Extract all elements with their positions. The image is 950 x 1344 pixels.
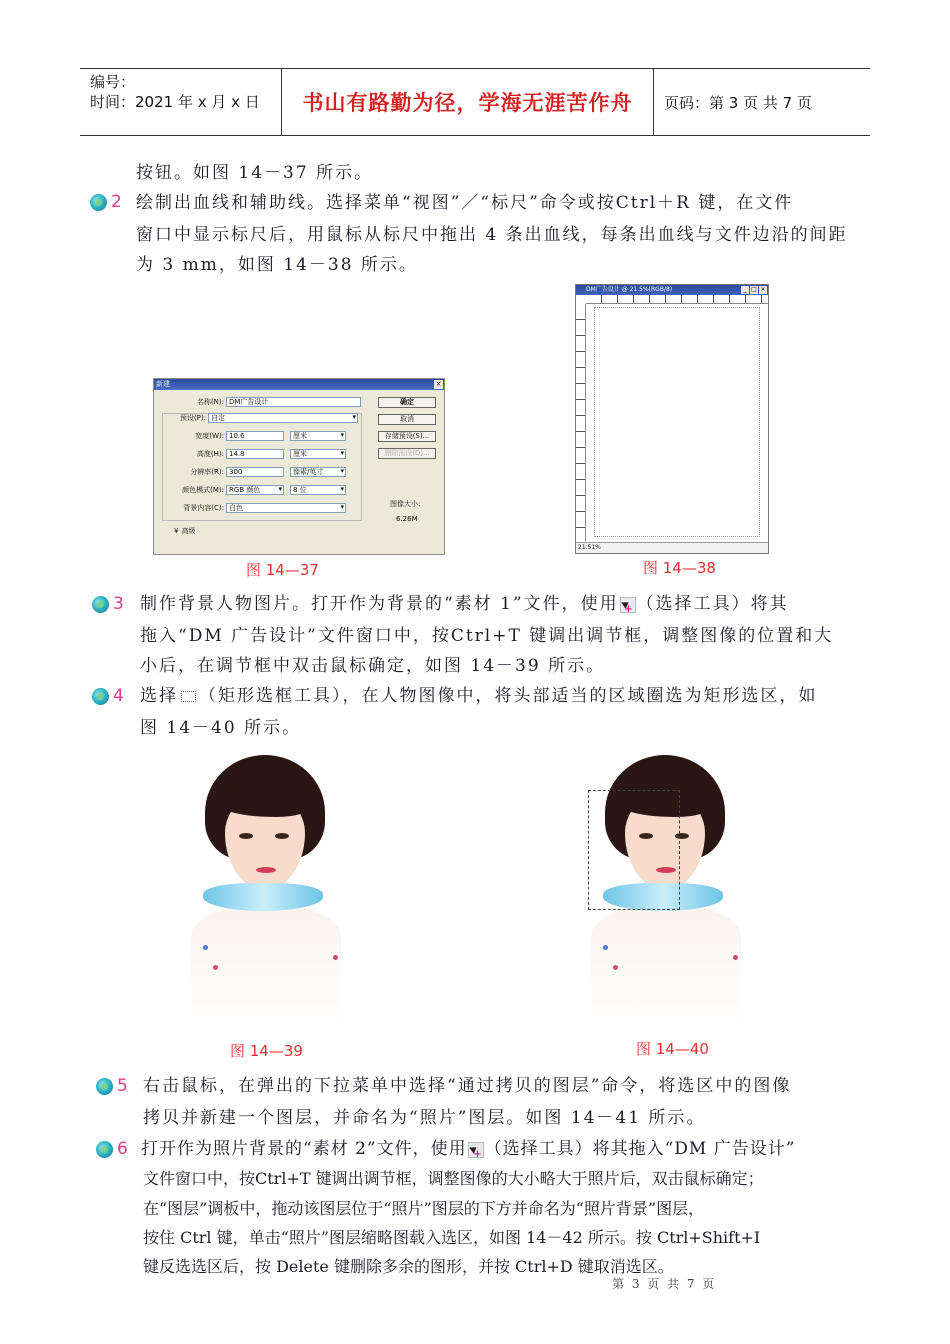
- header-motto: 书山有路勤为径，学海无涯苦作舟: [302, 90, 633, 115]
- step-6-line-5: 键反选选区后，按 Delete 键删除多余的图形，并按 Ctrl+D 键取消选区。: [143, 1257, 674, 1276]
- step-3-line-3: 小后，在调节框中双击鼠标确定，如图 14－39 所示。: [140, 656, 606, 676]
- resolution-unit-select[interactable]: 像素/英寸 ▾: [290, 467, 346, 477]
- ok-button[interactable]: 确定: [378, 397, 436, 408]
- background-select[interactable]: 白色 ▾: [226, 503, 346, 513]
- step-bullet-icon: [90, 194, 107, 211]
- document-window: [575, 284, 769, 554]
- background-label: 背景内容(C):: [183, 504, 224, 512]
- page-label: 页码：第 3 页 共 7 页: [664, 93, 812, 112]
- image-size-value: 6.26M: [396, 515, 418, 523]
- page-footer: 第 3 页 共 7 页: [612, 1277, 717, 1291]
- step-4-line-1: [140, 681, 818, 706]
- width-unit-select[interactable]: 厘米 ▾: [290, 431, 346, 441]
- step-bullet-icon: [96, 1141, 113, 1158]
- status-bar: [576, 542, 768, 553]
- move-tool-icon: [620, 597, 636, 613]
- save-preset-button[interactable]: 存储预设(S)...: [378, 431, 436, 442]
- step-bullet-icon: [92, 596, 109, 613]
- number-label: 编号：: [90, 73, 136, 91]
- step-bullet-icon: [92, 688, 109, 705]
- preset-select[interactable]: 自定 ▾: [208, 413, 358, 423]
- step-3-line-2: 拖入“DM 广告设计”文件窗口中，按Ctrl+T 键调出调节框，调整图像的位置和大: [140, 626, 834, 646]
- step-number: 2: [111, 192, 122, 212]
- step-6-line-1-a: 打开作为照片背景的“素材 2”文件，使用: [141, 1139, 467, 1159]
- minimize-icon[interactable]: _: [741, 286, 749, 294]
- new-document-dialog: [153, 378, 445, 555]
- step-4-line-1-b: （矩形选框工具），在人物图像中，将头部适当的区域圈选为矩形选区，如: [199, 686, 818, 706]
- step-6-line-3: 在“图层”调板中，拖动该图层位于“照片”图层的下方并命名为“照片背景”图层，: [143, 1199, 705, 1218]
- page-header: [80, 68, 870, 136]
- resolution-row: [154, 467, 346, 477]
- advanced-toggle[interactable]: 高级: [181, 527, 196, 535]
- horizontal-ruler[interactable]: [586, 295, 768, 304]
- advanced-row[interactable]: [174, 526, 195, 536]
- background-row: [154, 503, 346, 513]
- height-label: 高度(H):: [196, 450, 224, 458]
- maximize-icon[interactable]: □: [751, 286, 757, 293]
- color-mode-row: [154, 485, 346, 495]
- step-number: 6: [117, 1139, 128, 1159]
- color-mode-select[interactable]: RGB 颜色 ▾: [226, 485, 284, 495]
- name-field[interactable]: DM广告设计: [226, 397, 361, 407]
- preset-row: [136, 413, 358, 423]
- step-6-line-1: [141, 1134, 795, 1159]
- dialog-title: 新建: [156, 380, 170, 388]
- step-6-line-1-b: （选择工具）将其拖入“DM 广告设计”: [484, 1139, 796, 1159]
- width-row: [154, 431, 346, 441]
- step-4-marker: [92, 686, 124, 706]
- caption-fig-14-37: 图 14—37: [246, 561, 319, 579]
- step-4-line-2: 图 14－40 所示。: [140, 718, 302, 738]
- step-5-line-2: 拷贝并新建一个图层，并命名为“照片”图层。如图 14－41 所示。: [143, 1108, 706, 1128]
- image-size-label: 图像大小:: [390, 500, 421, 508]
- step-6-marker: [96, 1139, 128, 1159]
- step-3-line-1: [140, 589, 789, 614]
- caption-fig-14-39: 图 14—39: [230, 1042, 303, 1060]
- name-label: 名称(N):: [196, 398, 224, 406]
- step-2-marker: [90, 192, 122, 212]
- step-4-line-1-a: 选择: [140, 686, 178, 706]
- chevron-down-icon: ¥: [174, 527, 179, 535]
- header-meta: [80, 69, 282, 135]
- caption-fig-14-38: 图 14—38: [643, 559, 716, 577]
- step-number: 3: [113, 594, 124, 614]
- bit-depth-select[interactable]: 8 位 ▾: [290, 485, 346, 495]
- width-label: 宽度(W):: [195, 432, 224, 440]
- delete-preset-button[interactable]: 删除预设(D)...: [378, 448, 436, 459]
- step-2-line-1: 绘制出血线和辅助线。选择菜单“视图”／“标尺”命令或按Ctrl＋R 键，在文件: [136, 193, 794, 213]
- window-controls: [741, 286, 767, 294]
- step-2-line-2: 窗口中显示标尺后，用鼠标从标尺中拖出 4 条出血线，每条出血线与文件边沿的间距: [136, 225, 848, 245]
- header-motto-cell: [282, 69, 654, 135]
- portrait-figure-14-39: [183, 755, 353, 1035]
- zoom-level[interactable]: 21.51%: [578, 544, 601, 551]
- preset-label: 预设(P):: [179, 414, 206, 422]
- close-icon[interactable]: ×: [760, 286, 766, 293]
- height-field[interactable]: 14.8: [226, 449, 284, 459]
- rectangular-selection[interactable]: [588, 790, 680, 910]
- time-label: 时间：2021 年 x 月 x 日: [90, 93, 260, 111]
- close-icon[interactable]: ×: [435, 380, 442, 388]
- intro-line: 按钮。如图 14－37 所示。: [136, 163, 374, 183]
- document-canvas[interactable]: [594, 307, 760, 537]
- step-3-line-1-b: （选择工具）将其: [636, 594, 789, 614]
- color-mode-label: 颜色模式(M):: [182, 486, 224, 494]
- step-3-line-1-a: 制作背景人物图片。打开作为背景的“素材 1”文件，使用: [140, 594, 619, 614]
- step-number: 4: [113, 686, 124, 706]
- cancel-button[interactable]: 取消: [378, 414, 436, 425]
- resolution-field[interactable]: 300: [226, 467, 284, 477]
- caption-fig-14-40: 图 14—40: [636, 1040, 709, 1058]
- name-row: [154, 397, 361, 407]
- vertical-ruler[interactable]: [576, 304, 586, 541]
- step-bullet-icon: [96, 1078, 113, 1095]
- width-field[interactable]: 10.6: [226, 431, 284, 441]
- step-6-line-2: 文件窗口中，按Ctrl+T 键调出调节框，调整图像的大小略大于照片后，双击鼠标确定；: [143, 1169, 764, 1188]
- step-2-line-3: 为 3 mm，如图 14－38 所示。: [136, 255, 418, 275]
- step-5-line-1: 右击鼠标，在弹出的下拉菜单中选择“通过拷贝的图层”命令，将选区中的图像: [143, 1076, 792, 1096]
- height-row: [154, 449, 346, 459]
- rectangular-marquee-icon: [181, 691, 196, 702]
- step-number: 5: [117, 1076, 128, 1096]
- move-tool-icon: [468, 1142, 484, 1158]
- document-title: DM广告设计 @ 21.5%(RGB/8): [586, 286, 673, 293]
- resolution-label: 分辨率(R):: [190, 468, 224, 476]
- dialog-titlebar: [154, 379, 444, 390]
- step-6-line-4: 按住 Ctrl 键，单击“照片”图层缩略图载入选区，如图 14－42 所示。按 Ctrl+Shift+I: [143, 1228, 761, 1247]
- height-unit-select[interactable]: 厘米 ▾: [290, 449, 346, 459]
- document-titlebar: [576, 285, 768, 295]
- step-3-marker: [92, 594, 124, 614]
- step-5-marker: [96, 1076, 128, 1096]
- header-page-cell: [654, 69, 870, 135]
